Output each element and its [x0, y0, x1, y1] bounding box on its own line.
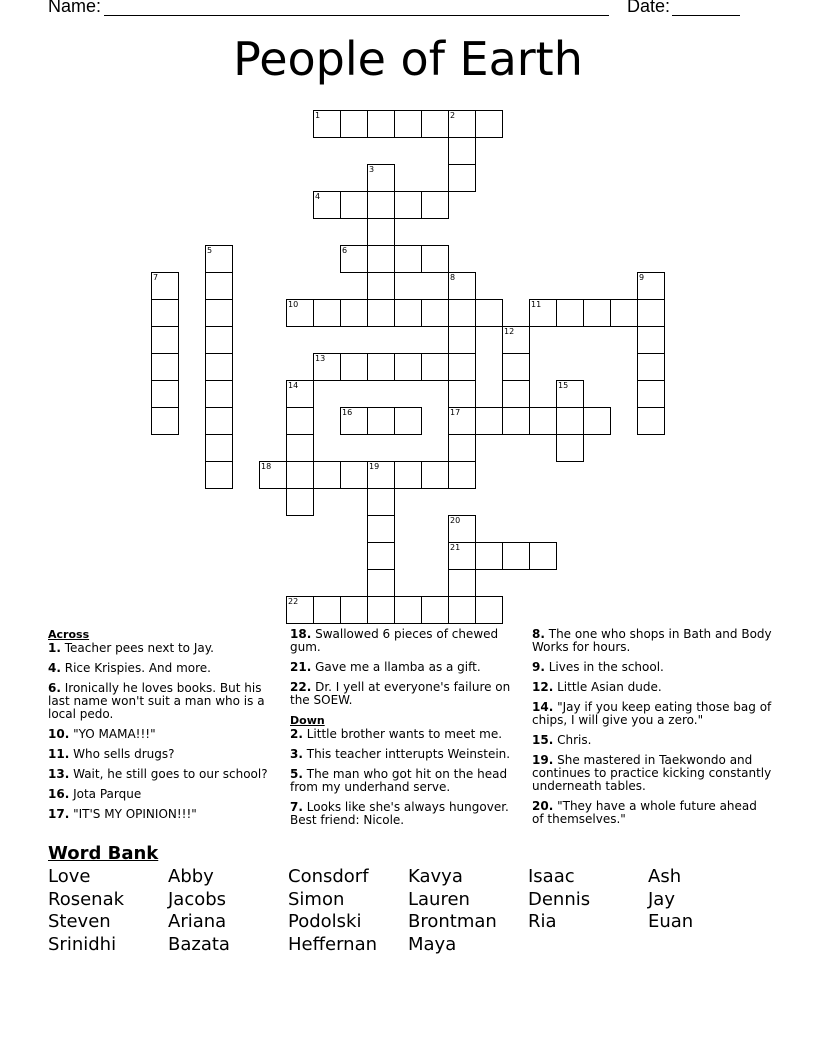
clue-number: 16. [48, 787, 70, 801]
clues-column-2 [290, 628, 518, 834]
clue-number: 22 [288, 597, 299, 606]
crossword-cell[interactable] [367, 218, 395, 246]
word-bank-column [288, 866, 408, 956]
word-bank-word: Euan [648, 911, 694, 932]
clue-text: Dr. I yell at everyone's failure on the SOEW. [290, 680, 511, 707]
clue-number: 12 [504, 327, 515, 336]
clue-text: Teacher pees next to Jay. [64, 641, 214, 655]
crossword-cell[interactable] [421, 191, 449, 219]
clue [532, 661, 772, 674]
crossword-cell[interactable] [394, 110, 422, 138]
crossword-cell[interactable] [340, 461, 368, 489]
crossword-cell[interactable] [286, 596, 314, 624]
clue [48, 728, 276, 741]
clue-number: 3. [290, 747, 303, 761]
clue-number: 11. [48, 747, 70, 761]
crossword-cell[interactable] [340, 596, 368, 624]
clues-column-3 [532, 628, 772, 833]
word-bank-word: Steven [48, 911, 111, 932]
crossword-cell[interactable] [313, 191, 341, 219]
crossword-cell[interactable] [583, 299, 611, 327]
clue [290, 801, 518, 827]
word-bank-word: Brontman [408, 911, 497, 932]
clue [290, 661, 518, 674]
crossword-cell[interactable] [286, 299, 314, 327]
crossword-cell[interactable] [556, 299, 584, 327]
clue [290, 628, 518, 654]
word-bank-word: Jacobs [168, 888, 227, 910]
crossword-cell[interactable] [367, 272, 395, 300]
crossword-cell[interactable] [205, 299, 233, 327]
clue [48, 682, 276, 721]
clue-text: Swallowed 6 pieces of chewed gum. [290, 627, 499, 654]
crossword-cell[interactable] [340, 191, 368, 219]
crossword-cell[interactable] [205, 353, 233, 381]
crossword-cell[interactable] [151, 353, 179, 381]
crossword-cell[interactable] [367, 353, 395, 381]
crossword-cell[interactable] [421, 596, 449, 624]
crossword-cell[interactable] [367, 488, 395, 516]
crossword-cell[interactable] [394, 191, 422, 219]
clue-number: 9 [639, 273, 645, 282]
crossword-cell[interactable] [367, 110, 395, 138]
word-bank-word: Maya [408, 933, 457, 955]
clue-number: 7 [153, 273, 159, 282]
crossword-cell[interactable] [367, 542, 395, 570]
word-bank-word: Simon [288, 888, 345, 910]
crossword-cell[interactable] [394, 596, 422, 624]
clue-text: Little Asian dude. [557, 680, 662, 694]
crossword-cell[interactable] [367, 407, 395, 435]
crossword-cell[interactable] [421, 110, 449, 138]
clue [532, 800, 772, 826]
crossword-cell[interactable] [448, 542, 476, 570]
word-bank-word: Lauren [408, 888, 470, 910]
crossword-cell[interactable] [259, 461, 287, 489]
clue [290, 681, 518, 707]
clue-text: Who sells drugs? [73, 747, 175, 761]
clue-number: 1 [315, 111, 321, 120]
clue [532, 681, 772, 694]
clue [48, 788, 276, 801]
word-bank-column [408, 866, 528, 956]
word-bank-column [648, 866, 768, 934]
clue-number: 4 [315, 192, 321, 201]
clue-number: 6. [48, 681, 61, 695]
clue-text: Wait, he still goes to our school? [73, 767, 268, 781]
crossword-cell[interactable] [421, 299, 449, 327]
crossword-cell[interactable] [421, 353, 449, 381]
crossword-cell[interactable] [205, 434, 233, 462]
word-bank-word: Love [48, 866, 91, 887]
crossword-cell[interactable] [448, 326, 476, 354]
clue-number: 8 [450, 273, 456, 282]
crossword-cell[interactable] [340, 407, 368, 435]
crossword-cell[interactable] [367, 515, 395, 543]
clue [290, 728, 518, 741]
date-label: Date: [627, 0, 671, 16]
crossword-cell[interactable] [448, 164, 476, 192]
crossword-cell[interactable] [637, 326, 665, 354]
word-bank-word: Consdorf [288, 866, 369, 887]
clue-number: 20. [532, 799, 554, 813]
crossword-cell[interactable] [529, 299, 557, 327]
crossword-cell[interactable] [394, 245, 422, 273]
crossword-cell[interactable] [637, 299, 665, 327]
crossword-cell[interactable] [529, 542, 557, 570]
crossword-cell[interactable] [475, 110, 503, 138]
word-bank-column [168, 866, 288, 956]
name-label: Name: [48, 0, 102, 16]
crossword-cell[interactable] [502, 407, 530, 435]
clue-number: 10. [48, 727, 70, 741]
clue-number: 22. [290, 680, 312, 694]
clue-number: 4. [48, 661, 61, 675]
crossword-cell[interactable] [394, 461, 422, 489]
crossword-cell[interactable] [556, 434, 584, 462]
word-bank-word: Ariana [168, 911, 227, 932]
crossword-cell[interactable] [475, 542, 503, 570]
clue-section-heading: Across [48, 628, 90, 641]
clue [48, 748, 276, 761]
crossword-cell[interactable] [637, 272, 665, 300]
clue-text: "Jay if you keep eating those bag of chips, I will give you a zero." [532, 700, 772, 727]
crossword-cell[interactable] [286, 407, 314, 435]
crossword-cell[interactable] [475, 299, 503, 327]
clue-text: "They have a whole future ahead of themselves." [532, 799, 757, 826]
clue-number: 17. [48, 807, 70, 821]
crossword-cell[interactable] [367, 245, 395, 273]
crossword-cell[interactable] [205, 326, 233, 354]
clue-number: 13 [315, 354, 326, 363]
crossword-cell[interactable] [286, 461, 314, 489]
clue-number: 7. [290, 800, 303, 814]
clue-text: Lives in the school. [548, 660, 664, 674]
clue-number: 11 [531, 300, 542, 309]
crossword-cell[interactable] [205, 272, 233, 300]
crossword-cell[interactable] [205, 245, 233, 273]
crossword-cell[interactable] [286, 380, 314, 408]
clue [48, 642, 276, 655]
clue [48, 662, 276, 675]
crossword-cell[interactable] [502, 380, 530, 408]
clue-number: 13. [48, 767, 70, 781]
clue-text: Little brother wants to meet me. [306, 727, 503, 741]
crossword-cell[interactable] [556, 380, 584, 408]
crossword-cell[interactable] [583, 407, 611, 435]
clue-number: 15 [558, 381, 569, 390]
crossword-cell[interactable] [151, 380, 179, 408]
word-bank-column [48, 866, 168, 956]
clue [532, 754, 772, 793]
clue-number: 5 [207, 246, 213, 255]
clue-text: Rice Krispies. And more. [64, 661, 211, 675]
crossword-cell[interactable] [637, 407, 665, 435]
crossword-cell[interactable] [421, 245, 449, 273]
crossword-cell[interactable] [475, 407, 503, 435]
crossword-cell[interactable] [313, 353, 341, 381]
word-bank-word: Ria [528, 911, 557, 932]
clue-text: "YO MAMA!!!" [73, 727, 156, 741]
clue-number: 14. [532, 700, 554, 714]
crossword-cell[interactable] [448, 596, 476, 624]
clue-number: 10 [288, 300, 299, 309]
clue-number: 19. [532, 753, 554, 767]
crossword-cell[interactable] [367, 164, 395, 192]
clue-number: 17 [450, 408, 461, 417]
crossword-cell[interactable] [205, 380, 233, 408]
clue-section-heading: Down [290, 714, 325, 727]
crossword-cell[interactable] [529, 407, 557, 435]
clue [290, 768, 518, 794]
clue [532, 734, 772, 747]
word-bank-word: Rosenak [48, 888, 125, 910]
clue-number: 5. [290, 767, 303, 781]
clue-number: 6 [342, 246, 348, 255]
clue-text: This teacher intterupts Weinstein. [306, 747, 511, 761]
word-bank-word: Ash [648, 866, 682, 887]
crossword-cell[interactable] [448, 569, 476, 597]
crossword-cell[interactable] [502, 326, 530, 354]
clue [532, 701, 772, 727]
clue-text: Jota Parque [73, 787, 142, 801]
clue-number: 19 [369, 462, 380, 471]
clue-text: Ironically he loves books. But his last name won't suit a man who is a local pedo. [48, 681, 265, 721]
clue-number: 18. [290, 627, 312, 641]
clue-text: The man who got hit on the head from my underhand serve. [290, 767, 508, 794]
page-title: People of Earth [233, 32, 583, 86]
crossword-cell[interactable] [502, 353, 530, 381]
clue-number: 21 [450, 543, 461, 552]
clue-text: Looks like she's always hungover. Best friend: Nicole. [290, 800, 509, 827]
clue-number: 14 [288, 381, 299, 390]
crossword-cell[interactable] [448, 434, 476, 462]
crossword-cell[interactable] [448, 137, 476, 165]
crossword-cell[interactable] [556, 407, 584, 435]
word-bank-title: Word Bank [48, 843, 159, 864]
crossword-cell[interactable] [448, 380, 476, 408]
word-bank-word: Bazata [168, 933, 230, 955]
word-bank-word: Abby [168, 866, 214, 887]
word-bank-word: Podolski [288, 911, 362, 932]
crossword-cell[interactable] [151, 407, 179, 435]
crossword-cell[interactable] [313, 461, 341, 489]
crossword-cell[interactable] [286, 434, 314, 462]
word-bank-word: Jay [648, 888, 675, 910]
clues-column-1 [48, 628, 276, 828]
crossword-cell[interactable] [151, 299, 179, 327]
crossword-cell[interactable] [637, 353, 665, 381]
crossword-cell[interactable] [367, 461, 395, 489]
crossword-cell[interactable] [205, 461, 233, 489]
crossword-cell[interactable] [367, 299, 395, 327]
crossword-cell[interactable] [286, 488, 314, 516]
clue-text: "IT'S MY OPINION!!!" [73, 807, 197, 821]
crossword-cell[interactable] [205, 407, 233, 435]
clue [290, 748, 518, 761]
crossword-cell[interactable] [367, 191, 395, 219]
crossword-cell[interactable] [475, 596, 503, 624]
word-bank-column [528, 866, 648, 934]
crossword-cell[interactable] [637, 380, 665, 408]
clue [48, 808, 276, 821]
crossword-cell[interactable] [151, 326, 179, 354]
crossword-cell[interactable] [151, 272, 179, 300]
crossword-cell[interactable] [313, 299, 341, 327]
crossword-cell[interactable] [340, 353, 368, 381]
crossword-cell[interactable] [313, 596, 341, 624]
crossword-cell[interactable] [394, 353, 422, 381]
clue-number: 20 [450, 516, 461, 525]
crossword-cell[interactable] [367, 596, 395, 624]
clue-text: The one who shops in Bath and Body Works for hours. [532, 627, 772, 654]
crossword-cell[interactable] [448, 461, 476, 489]
word-bank-word: Dennis [528, 888, 591, 910]
clue-number: 1. [48, 641, 61, 655]
clue-text: Gave me a llamba as a gift. [315, 660, 481, 674]
crossword-cell[interactable] [394, 407, 422, 435]
clue-number: 15. [532, 733, 554, 747]
clue-number: 3 [369, 165, 375, 174]
clue-number: 21. [290, 660, 312, 674]
crossword-cell[interactable] [313, 110, 341, 138]
word-bank-word: Srinidhi [48, 933, 117, 955]
clue-text: She mastered in Taekwondo and continues to practice kicking constantly underneath tables. [532, 753, 772, 793]
clue-number: 2. [290, 727, 303, 741]
crossword-cell[interactable] [367, 569, 395, 597]
clue-number: 12. [532, 680, 554, 694]
crossword-cell[interactable] [448, 515, 476, 543]
crossword-cell[interactable] [340, 299, 368, 327]
crossword-cell[interactable] [340, 110, 368, 138]
crossword-cell[interactable] [448, 272, 476, 300]
clue-text: Chris. [557, 733, 592, 747]
crossword-cell[interactable] [610, 299, 638, 327]
crossword-cell[interactable] [448, 299, 476, 327]
word-bank-word: Kavya [408, 866, 463, 887]
clue-number: 8. [532, 627, 545, 641]
clue [532, 628, 772, 654]
crossword-cell[interactable] [340, 245, 368, 273]
clue-number: 16 [342, 408, 353, 417]
crossword-cell[interactable] [394, 299, 422, 327]
crossword-cell[interactable] [421, 461, 449, 489]
crossword-cell[interactable] [502, 542, 530, 570]
crossword-cell[interactable] [448, 110, 476, 138]
clue-number: 18 [261, 462, 272, 471]
crossword-cell[interactable] [448, 407, 476, 435]
crossword-cell[interactable] [448, 353, 476, 381]
clue [48, 768, 276, 781]
word-bank-word: Isaac [528, 866, 575, 887]
word-bank-word: Heffernan [288, 933, 378, 955]
clue-number: 9. [532, 660, 545, 674]
clue-number: 2 [450, 111, 456, 120]
